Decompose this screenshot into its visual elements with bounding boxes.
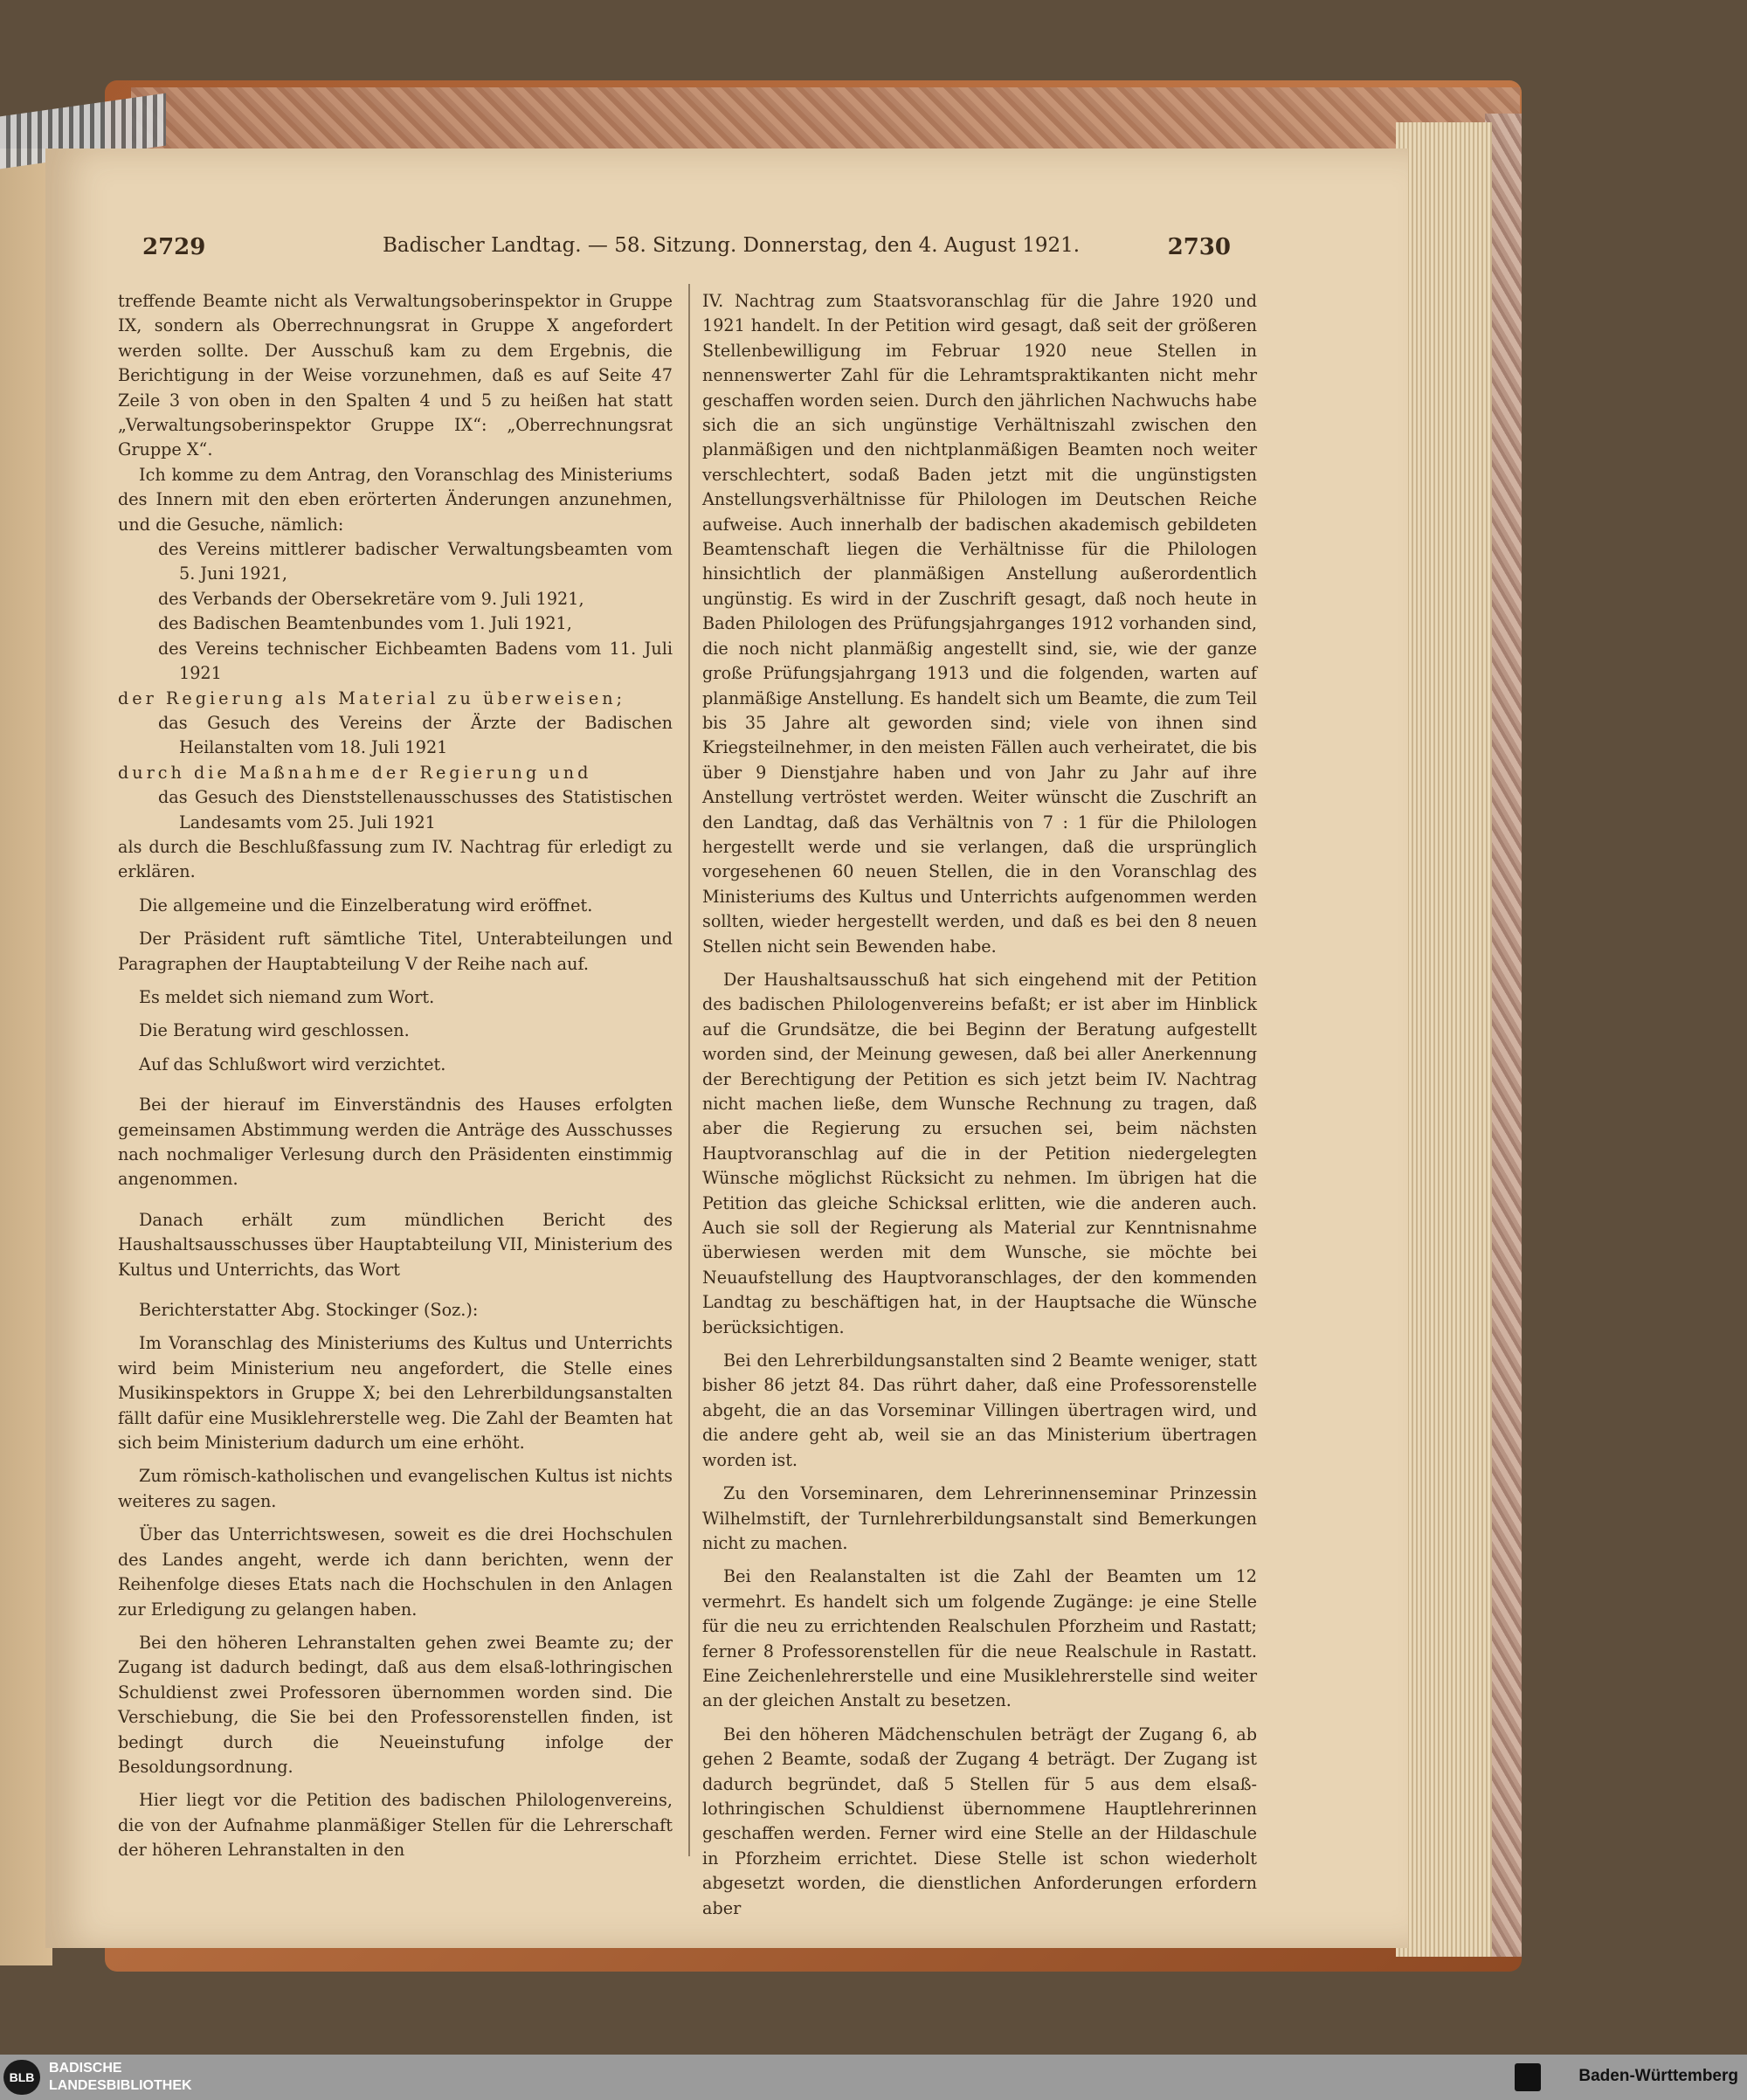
- paragraph: Über das Unterrichtswesen, soweit es die drei Hochschulen des Landes angeht, werde ich dann berichten, wenn der Reihenfolge dieses Etats nach die Hochschulen in den Anlagen zur Erledigung zu gelangen haben.: [118, 1524, 673, 1620]
- paragraph: Hier liegt vor die Petition des badischen Philologenvereins, die von der Aufnahme planmäßiger Stellen für die Lehrerschaft der höheren Lehranstalten in den: [118, 1790, 673, 1861]
- paragraph: Danach erhält zum mündlichen Bericht des Haushaltsausschusses über Hauptabteilung VII, Ministerium des Kultus und Unterrichts, das Wort: [118, 1209, 673, 1280]
- list-item: des Badischen Beamtenbundes vom 1. Juli 1921,: [158, 613, 572, 634]
- library-line-1: BADISCHE: [49, 2061, 122, 2076]
- paragraph: durch die Maßnahme der Regierung und: [118, 762, 592, 783]
- paragraph: treffende Beamte nicht als Verwaltungsoberinspektor in Gruppe IX, sondern als Oberrechnungsrat in Gruppe X angefordert werden sollte. Der Ausschuß kam zu dem Ergebnis, die Berichtigung in der Weise vorzunehmen, daß es auf Seite 47 Zeile 3 von oben in den Spalten 4 und 5 zu heißen hat statt „Verwaltungsoberinspektor Gruppe IX“: „Oberrechnungsrat Gruppe X“.: [118, 291, 673, 460]
- previous-page-edge: [0, 149, 52, 1965]
- paragraph: Bei der hierauf im Einverständnis des Hauses erfolgten gemeinsamen Abstimmung werden die Anträge des Ausschusses nach nochmaliger Verlesung durch den Präsidenten einstimmig angenommen.: [118, 1095, 673, 1190]
- library-line-2: LANDESBIBLIOTHEK: [49, 2078, 192, 2093]
- paragraph: Die allgemeine und die Einzelberatung wird eröffnet.: [139, 895, 593, 915]
- paragraph: Der Haushaltsausschuß hat sich eingehend mit der Petition des badischen Philologenvereins befaßt; er ist aber im Hinblick auf die Grundsätze, die bei Beginn der Beratung aufgestellt worden sind, der Meinung gewesen, daß bei aller Anerkennung der Berechtigung der Petition es sich jetzt beim IV. Nachtrag nicht machen ließe, dem Wunsche Rechnung zu tragen, daß aber die Regierung zu ersuchen sei, beim nächsten Hauptvoranschlag auf die in der Petition niedergelegten Wünsche möglichst Rücksicht zu nehmen. Im übrigen hat die Petition das gleiche Schicksal erlitten, wie die anderen auch. Auch sie soll der Regierung als Material zur Kenntnisnahme überwiesen werden mit dem Wunsche, sie möchte bei Neuaufstellung des Hauptvoranschlages, der den kommenden Landtag zu beschäftigen hat, in der Hauptsache die Wünsche berücksichtigen.: [702, 969, 1257, 1337]
- page-number-right: 2730: [1167, 234, 1231, 260]
- state-crest-icon: [1515, 2063, 1541, 2091]
- paragraph: Der Präsident ruft sämtliche Titel, Unterabteilungen und Paragraphen der Hauptabteilung V der Reihe nach auf.: [118, 929, 673, 974]
- list-item: des Verbands der Obersekretäre vom 9. Juli 1921,: [158, 588, 584, 609]
- list-item: das Gesuch des Dienststellenausschusses des Statistischen Landesamts vom 25. Juli 1921: [158, 787, 673, 832]
- paragraph: Bei den höheren Lehranstalten gehen zwei Beamte zu; der Zugang ist dadurch bedingt, daß aus dem elsaß-lothringischen Schuldienst zwei Professoren übernommen worden sind. Die Verschiebung, die Sie bei den Professorenstellen finden, ist bedingt durch die Neueinstufung infolge der Besoldungsordnung.: [118, 1632, 673, 1777]
- list-item: des Vereins mittlerer badischer Verwaltungsbeamten vom 5. Juni 1921,: [158, 539, 673, 584]
- list-item: das Gesuch des Vereins der Ärzte der Badischen Heilanstalten vom 18. Juli 1921: [158, 712, 673, 758]
- page-number-left: 2729: [142, 234, 206, 260]
- list-item: des Vereins technischer Eichbeamten Badens vom 11. Juli 1921: [158, 638, 673, 684]
- running-header: [142, 234, 1231, 269]
- paragraph: Zum römisch-katholischen und evangelischen Kultus ist nichts weiteres zu sagen.: [118, 1466, 673, 1511]
- marbled-edge: [131, 87, 1520, 157]
- paragraph: Ich komme zu dem Antrag, den Voranschlag des Ministeriums des Innern mit den eben erörterten Änderungen anzunehmen, und die Gesuche, nämlich:: [118, 464, 673, 535]
- paragraph: Bei den Realanstalten ist die Zahl der Beamten um 12 vermehrt. Es handelt sich um folgende Zugänge: je eine Stelle für die neu zu errichtenden Realschulen Pforzheim und Rastatt; ferner 8 Professorenstellen für die neue Realschule in Rastatt. Eine Zeichenlehrerstelle und eine Musiklehrerstelle sind weiter an der gleichen Anstalt zu besetzen.: [702, 1566, 1257, 1711]
- paragraph: IV. Nachtrag zum Staatsvoranschlag für die Jahre 1920 und 1921 handelt. In der Petition wird gesagt, daß seit der größeren Stellenbewilligung im Februar 1920 neue Stellen in nennenswerter Zahl für die Lehramtspraktikanten nicht mehr geschaffen worden seien. Durch den jährlichen Nachwuchs habe sich die an sich ungünstige Verhältniszahl zwischen den planmäßigen und den nichtplanmäßigen Beamten noch weiter verschlechtert, sodaß Baden jetzt mit die ungünstigsten Anstellungsverhältnisse für Philologen im Deutschen Reiche aufweise. Auch innerhalb der badischen akademisch gebildeten Beamtenschaft liegen die Verhältnisse für die Philologen hinsichtlich der planmäßigen Anstellung außerordentlich ungünstig. Es wird in der Zuschrift gesagt, daß noch heute in Baden Philologen des Prüfungsjahrganges 1912 vorhanden sind, die noch nicht planmäßig angestellt sind, sie, wie der ganze große Prüfungsjahrgang 1913 und die folgenden, warten auf planmäßige Anstellung. Es handelt sich um Beamte, die zum Teil bis 35 Jahre alt geworden sind; viele von ihnen sind Kriegsteilnehmer, in den meisten Fällen auch verheiratet, die bis über 9 Dienstjahre haben und von Jahr zu Jahr auf ihre Anstellung vertröstet werden. Weiter wünscht die Zuschrift an den Landtag, daß das Verhältnis von 7 : 1 für die Philologen hergestellt werde und sie verlangen, daß die ursprünglich vorgesehenen 60 neuen Stellen, die in den Voranschlag des Ministeriums des Kultus und Unterrichts aufgenommen werden sollten, wieder hergestellt werden, und daß es bei den 8 neuen Stellen nicht sein Bewenden habe.: [702, 291, 1257, 957]
- paragraph: Im Voranschlag des Ministeriums des Kultus und Unterrichts wird beim Ministerium neu angefordert, die Stelle eines Musikinspektors in Gruppe X; bei den Lehrerbildungsanstalten fällt dafür eine Musiklehrerstelle weg. Die Zahl der Beamten hat sich beim Ministerium dadurch um eine erhöht.: [118, 1333, 673, 1454]
- header-title: Badischer Landtag. — 58. Sitzung. Donnerstag, den 4. August 1921.: [383, 234, 1081, 257]
- paragraph: der Regierung als Material zu überweisen;: [118, 687, 626, 708]
- left-column: [118, 289, 673, 1863]
- paragraph: als durch die Beschlußfassung zum IV. Nachtrag für erledigt zu erklären.: [118, 836, 673, 882]
- paragraph: Bei den höheren Mädchenschulen beträgt der Zugang 6, ab gehen 2 Beamte, sodaß der Zugang 4 beträgt. Der Zugang ist dadurch begründet, daß 5 Stellen für 5 aus dem elsaß-lothringischen Schuldienst übernommene Hauptlehrerinnen geschaffen werden. Ferner wird eine Stelle an der Hildaschule in Pforzheim errichtet. Diese Stelle ist schon wiederholt abgesetzt worden, die dienstlichen Anforderungen erfordern aber: [702, 1724, 1257, 1918]
- paragraph: Bei den Lehrerbildungsanstalten sind 2 Beamte weniger, statt bisher 86 jetzt 84. Das rührt daher, daß eine Professorenstelle abgeht, die an das Vorseminar Villingen übertragen wird, und die andere geht ab, weil sie an das Ministerium übertragen worden ist.: [702, 1350, 1257, 1470]
- right-column: [702, 289, 1257, 1921]
- state-logo[interactable]: Baden-Württemberg: [1578, 2067, 1738, 2085]
- blb-logo-icon[interactable]: BLB: [3, 2060, 40, 2095]
- footer-bar: [0, 2055, 1747, 2100]
- page-stack-edge: [1396, 122, 1492, 1957]
- column-rule: [688, 284, 690, 1856]
- speaker-line: Berichterstatter Abg. Stockinger (Soz.):: [139, 1300, 479, 1321]
- paragraph: Auf das Schlußwort wird verzichtet.: [139, 1053, 446, 1074]
- paragraph: Es meldet sich niemand zum Wort.: [139, 986, 435, 1007]
- library-name[interactable]: [49, 2060, 192, 2095]
- paragraph: Die Beratung wird geschlossen.: [139, 1020, 410, 1041]
- paragraph: Zu den Vorseminaren, dem Lehrerinnenseminar Prinzessin Wilhelmstift, der Turnlehrerbildungsanstalt sind Bemerkungen nicht zu machen.: [702, 1483, 1257, 1553]
